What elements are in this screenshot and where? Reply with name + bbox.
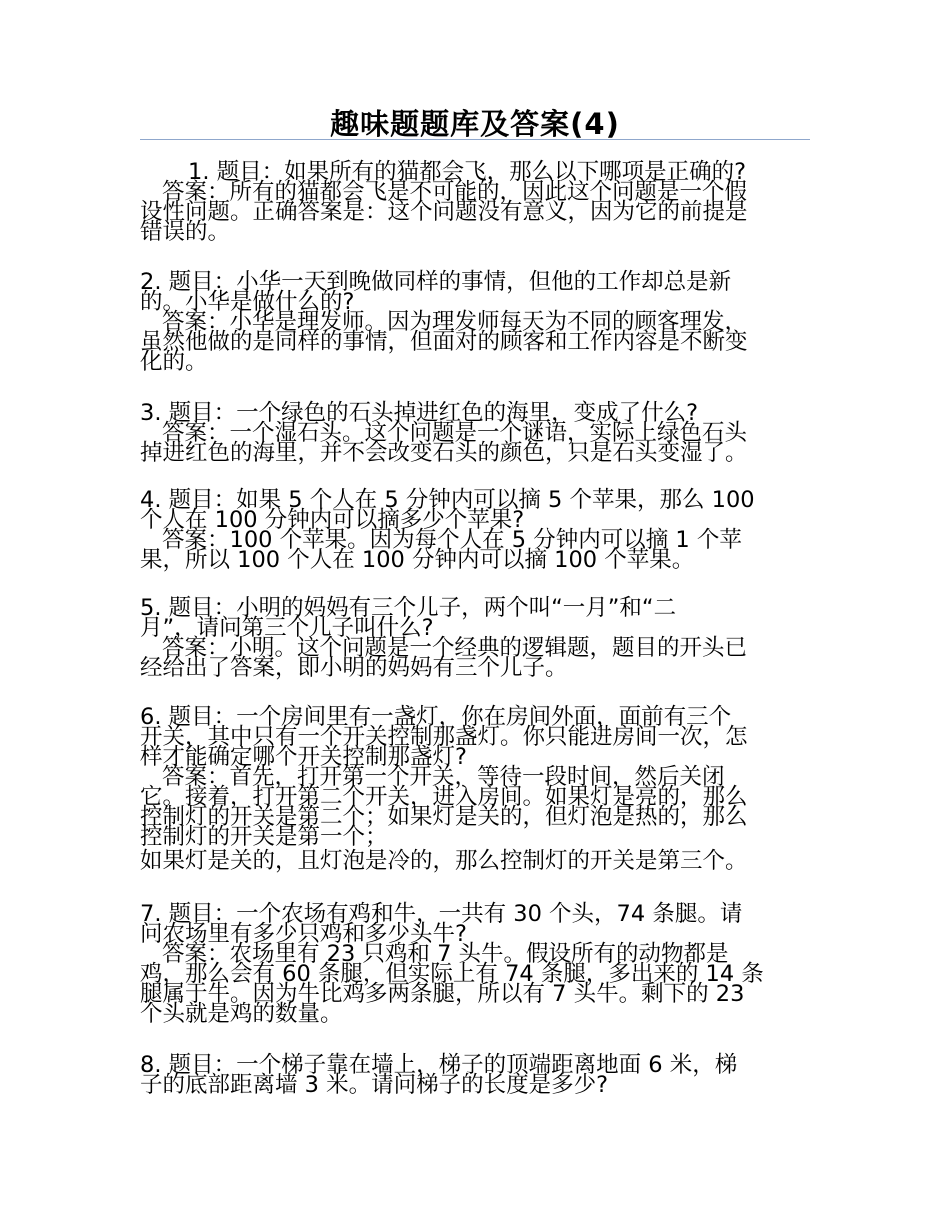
answer-line: 它。接着，打开第二个开关，进入房间。如果灯是亮的，那么 <box>140 784 748 810</box>
question-item-5 <box>140 595 810 681</box>
answer-line: 控制灯的开关是第二个；如果灯是关的，但灯泡是热的，那么 <box>140 804 748 830</box>
question-item-7 <box>140 901 810 1027</box>
answer-line: 答案：小明。这个问题是一个经典的逻辑题，题目的开头已 <box>162 635 748 661</box>
title-underline <box>140 139 810 140</box>
question-line: 月”，请问第三个儿子叫什么? <box>140 615 434 641</box>
question-line: 开关，其中只有一个开关控制那盏灯。你只能进房间一次，怎 <box>140 724 748 750</box>
answer-line: 个头就是鸡的数量。 <box>140 1001 343 1027</box>
question-line: 的。小华是做什么的? <box>140 289 355 315</box>
question-line: 子的底部距离墙 3 米。请问梯子的长度是多少? <box>140 1072 609 1098</box>
answer-line: 果，所以 100 个人在 100 分钟内可以摘 100 个苹果。 <box>140 547 695 573</box>
question-line: 2. 题目：小华一天到晚做同样的事情，但他的工作却总是新 <box>140 269 732 295</box>
question-line: 个人在 100 分钟内可以摘多少个苹果? <box>140 507 525 533</box>
question-line: 4. 题目：如果 5 个人在 5 分钟内可以摘 5 个苹果，那么 100 <box>140 487 755 513</box>
question-line: 6. 题目：一个房间里有一盏灯，你在房间外面，面前有三个 <box>140 704 732 730</box>
question-line: 5. 题目：小明的妈妈有三个儿子，两个叫“一月”和“二 <box>140 595 677 621</box>
question-item-3 <box>140 400 810 466</box>
answer-line: 答案：所有的猫都会飞是不可能的，因此这个问题是一个假 <box>162 179 748 205</box>
answer-line: 错误的。 <box>140 219 231 245</box>
answer-line: 经给出了答案，即小明的妈妈有三个儿子。 <box>140 655 568 681</box>
question-item-4 <box>140 487 810 573</box>
question-line: 3. 题目：一个绿色的石头掉进红色的海里，变成了什么? <box>140 400 699 426</box>
question-line: 1. 题目：如果所有的猫都会飞，那么以下哪项是正确的? <box>188 159 747 185</box>
answer-line: 设性问题。正确答案是：这个问题没有意义，因为它的前提是 <box>140 199 748 225</box>
question-item-1 <box>140 159 810 245</box>
answer-line: 化的。 <box>140 349 208 375</box>
answer-line: 如果灯是关的，且灯泡是冷的，那么控制灯的开关是第三个。 <box>140 848 748 874</box>
answer-line: 答案：农场里有 23 只鸡和 7 头牛。假设所有的动物都是 <box>162 941 729 967</box>
question-line: 7. 题目：一个农场有鸡和牛，一共有 30 个头，74 条腿。请 <box>140 901 743 927</box>
answer-line: 腿属于牛。因为牛比鸡多两条腿，所以有 7 头牛。剩下的 23 <box>140 981 745 1007</box>
answer-line: 答案：首先，打开第一个开关，等待一段时间，然后关闭 <box>162 764 725 790</box>
answer-line: 答案：小华是理发师。因为理发师每天为不同的顾客理发， <box>162 309 748 335</box>
answer-line: 答案：100 个苹果。因为每个人在 5 分钟内可以摘 1 个苹 <box>162 527 742 553</box>
question-item-2 <box>140 269 810 375</box>
answer-line: 控制灯的开关是第一个； <box>140 824 388 850</box>
document-title: 趣味题题库及答案(4) <box>330 107 620 141</box>
question-line: 问农场里有多少只鸡和多少头牛? <box>140 921 467 947</box>
answer-line: 答案：一个湿石头。这个问题是一个谜语，实际上绿色石头 <box>162 420 748 446</box>
answer-line: 鸡，那么会有 60 条腿，但实际上有 74 条腿，多出来的 14 条 <box>140 961 764 987</box>
answer-line: 虽然他做的是同样的事情，但面对的顾客和工作内容是不断变 <box>140 329 748 355</box>
answer-line: 掉进红色的海里，并不会改变石头的颜色，只是石头变湿了。 <box>140 440 748 466</box>
question-line: 样才能确定哪个开关控制那盏灯? <box>140 744 467 770</box>
question-item-6 <box>140 704 810 874</box>
question-line: 8. 题目：一个梯子靠在墙上，梯子的顶端距离地面 6 米，梯 <box>140 1052 738 1078</box>
question-item-8 <box>140 1052 810 1098</box>
